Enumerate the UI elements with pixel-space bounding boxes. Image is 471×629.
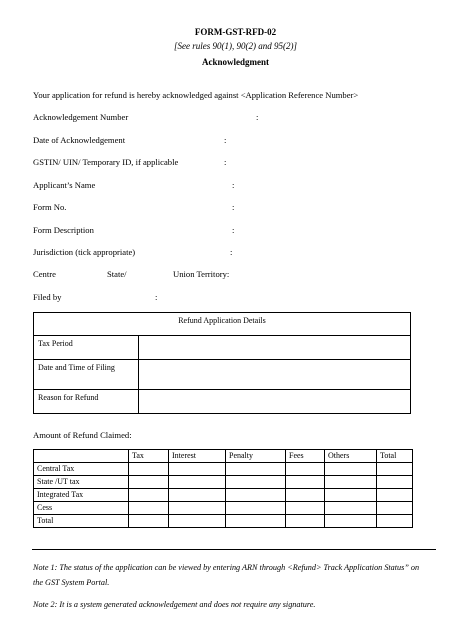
table-cell: [286, 502, 325, 515]
note-1: Note 1: The status of the application can be viewed by entering ARN through <Refund> Track Application Status” on the GST System Portal.: [33, 563, 420, 587]
table-cell: [286, 476, 325, 489]
table-row: [34, 476, 413, 489]
gstin-label: GSTIN/ UIN/ Temporary ID, if applicable: [33, 157, 179, 167]
header-fees: Fees: [286, 450, 325, 463]
table-cell: [169, 502, 226, 515]
reason-for-refund-label: Reason for Refund: [34, 390, 139, 414]
applicant-name-label: Applicant’s Name: [33, 180, 96, 190]
form-no-label: Form No.: [33, 202, 67, 212]
amount-of-refund-table: [33, 449, 413, 528]
jurisdiction-label: [33, 247, 135, 257]
table-cell: [377, 489, 413, 502]
table-cell: [286, 463, 325, 476]
form-no-colon: :: [232, 202, 235, 212]
table-cell: [286, 489, 325, 502]
header-tax: Tax: [129, 450, 169, 463]
table-cell: [325, 515, 377, 528]
jurisdiction-colon: :: [230, 247, 233, 257]
intro-text: Your application for refund is hereby acknowledged against <Application Reference Number>: [33, 90, 359, 100]
table-row: [34, 313, 411, 336]
table-row: [34, 489, 413, 502]
row-label-total: Total: [34, 515, 129, 528]
acknowledgement-number-label: Acknowledgement Number: [33, 112, 129, 122]
table-cell: [129, 502, 169, 515]
header-others: Others: [325, 450, 377, 463]
row-label-cess: Cess: [34, 502, 129, 515]
header-total: Total: [377, 450, 413, 463]
form-description-colon: :: [232, 225, 235, 235]
table-row: [34, 336, 411, 360]
table-row: [34, 502, 413, 515]
jurisdiction-union-territory[interactable]: Union Territory:: [173, 269, 230, 279]
table-cell: [286, 515, 325, 528]
header-interest: Interest: [169, 450, 226, 463]
table-cell: [129, 463, 169, 476]
table-cell: [226, 489, 286, 502]
table-cell: [129, 489, 169, 502]
table-cell: [377, 502, 413, 515]
jurisdiction-centre[interactable]: Centre: [33, 269, 56, 279]
date-time-of-filing-value: [139, 360, 411, 390]
table-cell: [226, 476, 286, 489]
table-cell: [377, 515, 413, 528]
note-2: Note 2: It is a system generated acknowledgement and does not require any signature.: [33, 600, 316, 609]
tax-period-label: Tax Period: [34, 336, 139, 360]
form-description-label: Form Description: [33, 225, 94, 235]
refund-details-caption: Refund Application Details: [34, 313, 411, 336]
table-cell: [226, 463, 286, 476]
filed-by-label: Filed by: [33, 292, 62, 302]
table-header-row: [34, 450, 413, 463]
row-label-integrated-tax: Integrated Tax: [34, 489, 129, 502]
table-row: [34, 515, 413, 528]
filed-by-colon: :: [155, 292, 158, 302]
table-cell: [325, 489, 377, 502]
table-cell: [169, 515, 226, 528]
table-cell: [325, 463, 377, 476]
table-cell: [129, 515, 169, 528]
table-cell: [377, 463, 413, 476]
table-cell: [129, 476, 169, 489]
acknowledgement-number-colon: :: [256, 112, 259, 122]
form-subtitle: Acknowledgment: [202, 57, 269, 67]
table-row: [34, 390, 411, 414]
jurisdiction-label-text: Jurisdiction (tick appropriate): [33, 247, 136, 257]
table-row: [34, 360, 411, 390]
table-cell: [226, 515, 286, 528]
table-cell: [325, 476, 377, 489]
table-cell: [169, 476, 226, 489]
date-of-acknowledgement-label: Date of Acknowledgement: [33, 135, 126, 145]
gstin-colon: :: [224, 157, 227, 167]
header-penalty: Penalty: [226, 450, 286, 463]
notes-divider: [32, 549, 436, 550]
table-row: [34, 463, 413, 476]
table-cell: [226, 502, 286, 515]
date-of-acknowledgement-colon: :: [224, 135, 227, 145]
table-cell: [169, 463, 226, 476]
date-time-of-filing-label: Date and Time of Filing: [34, 360, 139, 390]
row-label-central-tax: Central Tax: [34, 463, 129, 476]
form-title: FORM-GST-RFD-02: [194, 27, 277, 37]
amount-of-refund-claimed-label: Amount of Refund Claimed:: [33, 430, 132, 440]
form-rules-reference: [See rules 90(1), 90(2) and 95(2)]: [174, 41, 297, 51]
refund-application-details-table: [33, 312, 411, 414]
table-cell: [377, 476, 413, 489]
header-blank: [34, 450, 129, 463]
applicant-name-colon: :: [232, 180, 235, 190]
table-cell: [325, 502, 377, 515]
jurisdiction-state[interactable]: State/: [107, 269, 127, 279]
row-label-state-ut-tax: State /UT tax: [34, 476, 129, 489]
reason-for-refund-value: [139, 390, 411, 414]
table-cell: [169, 489, 226, 502]
tax-period-value: [139, 336, 411, 360]
